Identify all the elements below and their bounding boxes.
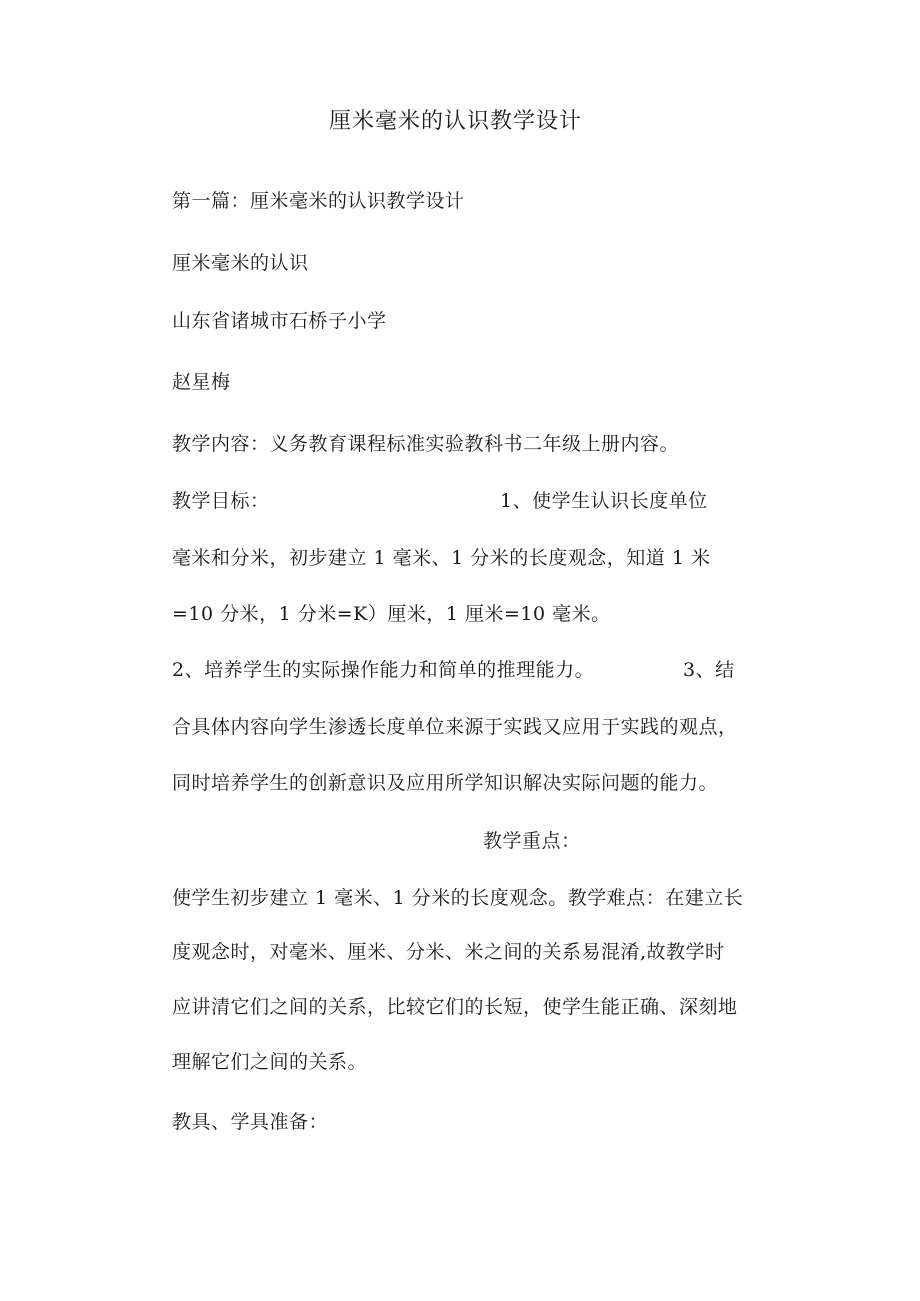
objective-item-2: 2、培养学生的实际操作能力和简单的推理能力。: [172, 659, 595, 681]
objective-item-3: 3、结: [683, 659, 735, 681]
key-points-line-2: 度观念时，对毫米、厘米、分米、米之间的关系易混淆,故教学时: [172, 941, 725, 963]
key-points-line-4: 理解它们之间的关系。: [172, 1051, 368, 1073]
key-points-line-3: 应讲清它们之间的关系，比较它们的长短，使学生能正确、深刻地: [172, 996, 738, 1018]
author-name: 赵星梅: [172, 371, 231, 393]
teaching-content: 教学内容：义务教育课程标准实验教科书二年级上册内容。: [172, 433, 680, 455]
objective-line-3: =10 分米，1 分米=K）厘米，1 厘米=10 毫米。: [172, 603, 611, 625]
chapter-heading: 第一篇：厘米毫米的认识教学设计: [172, 190, 465, 212]
objectives-label: 教学目标：: [172, 490, 270, 512]
lesson-name: 厘米毫米的认识: [172, 252, 309, 274]
document-title: 厘米毫米的认识教学设计: [329, 109, 583, 134]
objective-item-3-line-3: 同时培养学生的创新意识及应用所学知识解决实际问题的能力。: [172, 772, 719, 794]
objective-line-2: 毫米和分米，初步建立 1 毫米、1 分米的长度观念，知道 1 米: [172, 547, 711, 569]
school-name: 山东省诸城市石桥子小学: [172, 310, 387, 332]
objective-item-3-line-2: 合具体内容向学生渗透长度单位来源于实践又应用于实践的观点，: [172, 716, 738, 738]
key-points-line-1: 使学生初步建立 1 毫米、1 分米的长度观念。教学难点：在建立长: [172, 887, 744, 909]
materials-label: 教具、学具准备：: [172, 1111, 329, 1133]
objective-item-1: 1、使学生认识长度单位: [500, 490, 708, 512]
key-points-label: 教学重点：: [483, 830, 581, 852]
